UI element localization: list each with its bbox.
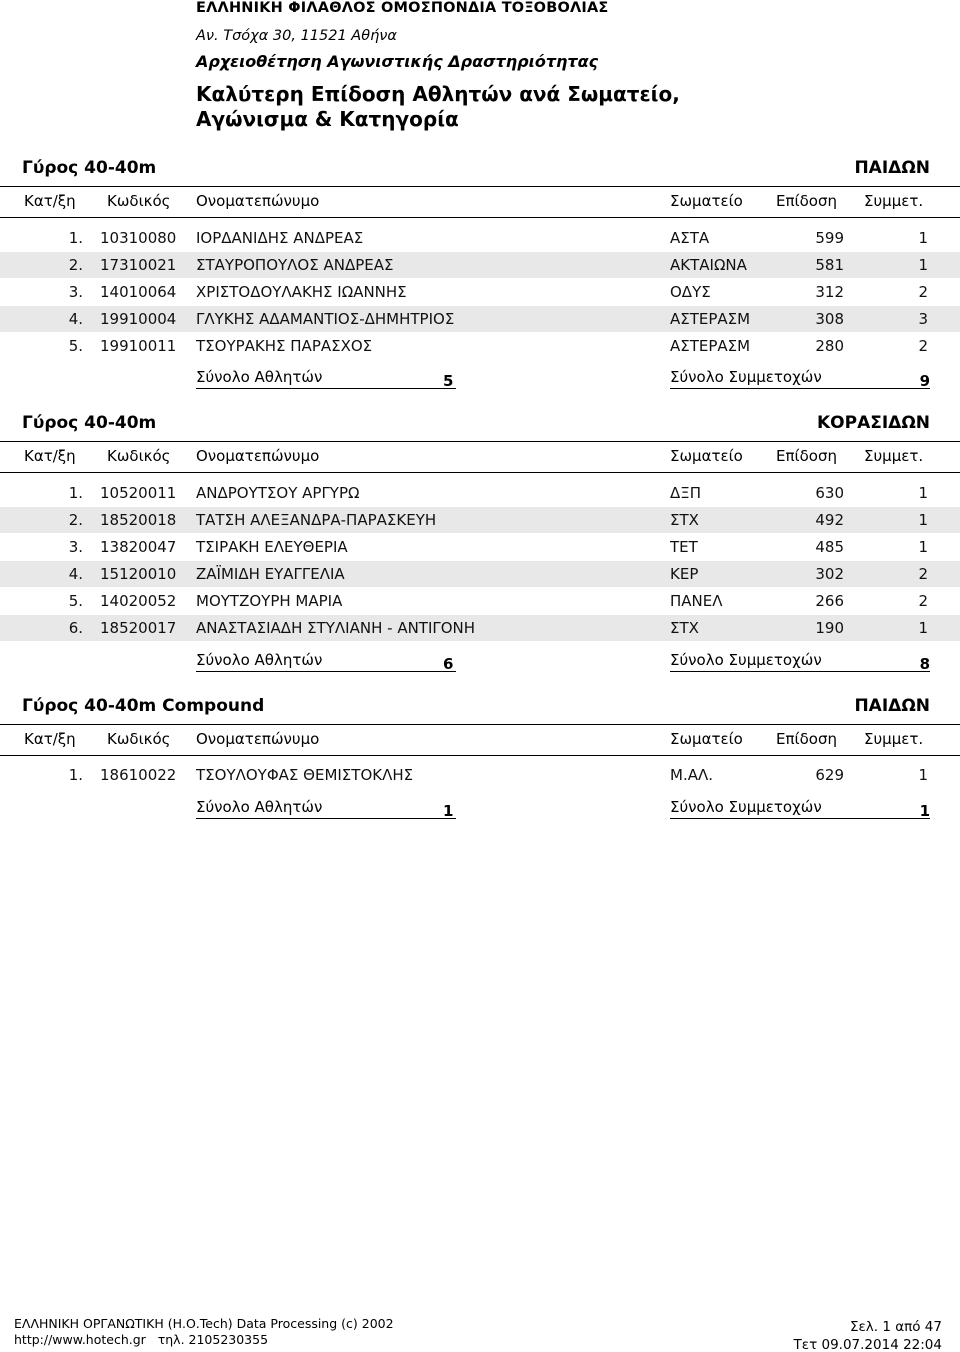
column-header-row	[0, 188, 960, 216]
cell-participations: 1	[918, 766, 928, 784]
col-code: Κωδικός	[107, 730, 171, 748]
cell-rank: 3.	[68, 538, 83, 556]
cell-code: 18520017	[100, 619, 177, 637]
report-title-line2: Αγώνισμα & Κατηγορία	[196, 107, 459, 131]
footer-right	[794, 1318, 942, 1352]
cell-club: ΚΕΡ	[670, 565, 699, 583]
cell-rank: 4.	[68, 310, 83, 328]
col-club: Σωματείο	[670, 447, 743, 465]
col-score: Επίδοση	[776, 730, 837, 748]
total-athletes-value: 5	[443, 372, 454, 390]
cell-score: 312	[815, 283, 844, 301]
cell-participations: 1	[918, 229, 928, 247]
cell-name: ΓΛΥΚΗΣ ΑΔΑΜΑΝΤΙΟΣ-ΔΗΜΗΤΡΙΟΣ	[196, 310, 455, 328]
cell-club: ΑΚΤΑΙΩΝΑ	[670, 256, 747, 274]
column-header-row	[0, 726, 960, 754]
cell-code: 19910004	[100, 310, 177, 328]
cell-rank: 3.	[68, 283, 83, 301]
total-participations-value: 8	[919, 655, 930, 673]
federation-name: ΕΛΛΗΝΙΚΗ ΦΙΛΑΘΛΟΣ ΟΜΟΣΠΟΝΔΙΑ ΤΟΞΟΒΟΛΙΑΣ	[196, 0, 609, 16]
col-name: Ονοματεπώνυμο	[196, 730, 320, 748]
cell-rank: 1.	[68, 229, 83, 247]
total-athletes-value: 6	[443, 655, 454, 673]
totals-row	[0, 647, 960, 677]
section-title: Γύρος 40-40m Compound	[22, 696, 265, 716]
col-code: Κωδικός	[107, 447, 171, 465]
column-header-row	[0, 443, 960, 471]
col-club: Σωματείο	[670, 192, 743, 210]
cell-code: 13820047	[100, 538, 177, 556]
total-participations-value: 9	[919, 372, 930, 390]
cell-name: ΜΟΥΤΖΟΥΡΗ ΜΑΡΙΑ	[196, 592, 343, 610]
cell-name: ΧΡΙΣΤΟΔΟΥΛΑΚΗΣ ΙΩΑΝΝΗΣ	[196, 283, 407, 301]
col-code: Κωδικός	[107, 192, 171, 210]
col-club: Σωματείο	[670, 730, 743, 748]
totals-row	[0, 364, 960, 394]
total-athletes-label: Σύνολο Αθλητών	[196, 368, 323, 386]
col-name: Ονοματεπώνυμο	[196, 447, 320, 465]
cell-name: ΣΤΑΥΡΟΠΟΥΛΟΣ ΑΝΔΡΕΑΣ	[196, 256, 394, 274]
table-row	[0, 480, 960, 506]
total-athletes-value: 1	[443, 802, 454, 820]
col-participations: Συμμετ.	[864, 447, 924, 465]
col-score: Επίδοση	[776, 447, 837, 465]
cell-rank: 1.	[68, 484, 83, 502]
cell-code: 15120010	[100, 565, 177, 583]
section-category: ΠΑΙΔΩΝ	[854, 696, 930, 716]
federation-address: Αν. Τσόχα 30, 11521 Αθήνα	[196, 28, 397, 44]
cell-participations: 1	[918, 256, 928, 274]
cell-name: ΤΣΙΡΑΚΗ ΕΛΕΥΘΕΡΙΑ	[196, 538, 348, 556]
cell-name: ΤΑΤΣΗ ΑΛΕΞΑΝΔΡΑ-ΠΑΡΑΣΚΕΥΗ	[196, 511, 437, 529]
cell-name: ΙΟΡΔΑΝΙΔΗΣ ΑΝΔΡΕΑΣ	[196, 229, 364, 247]
print-date: Τετ 09.07.2014 22:04	[793, 1337, 942, 1352]
table-row	[0, 252, 960, 278]
cell-participations: 1	[918, 484, 928, 502]
cell-rank: 4.	[68, 565, 83, 583]
cell-club: ΣΤΧ	[670, 511, 699, 529]
divider	[0, 441, 960, 442]
cell-name: ΤΣΟΥΡΑΚΗΣ ΠΑΡΑΣΧΟΣ	[196, 337, 373, 355]
cell-club: ΟΔΥΣ	[670, 283, 711, 301]
total-athletes-label: Σύνολο Αθλητών	[196, 651, 323, 669]
cell-name: ΑΝΔΡΟΥΤΣΟΥ ΑΡΓΥΡΩ	[196, 484, 360, 502]
total-underline	[670, 818, 930, 819]
cell-name: ΖΑΪΜΙΔΗ ΕΥΑΓΓΕΛΙΑ	[196, 565, 345, 583]
footer-website-link[interactable]: http://www.hotech.gr	[14, 1332, 146, 1347]
divider	[0, 755, 960, 756]
cell-code: 10520011	[100, 484, 177, 502]
total-underline	[196, 671, 456, 672]
cell-club: ΔΞΠ	[670, 484, 702, 502]
table-row	[0, 588, 960, 614]
footer-company: ΕΛΛΗΝΙΚΗ ΟΡΓΑΝΩΤΙΚΗ (Η.Ο.Tech) Data Processing (c) 2002	[14, 1316, 394, 1331]
section-category: ΠΑΙΔΩΝ	[854, 158, 930, 178]
cell-rank: 2.	[68, 256, 83, 274]
cell-rank: 2.	[68, 511, 83, 529]
table-row	[0, 225, 960, 251]
cell-participations: 1	[918, 511, 928, 529]
report-title-line1: Καλύτερη Επίδοση Αθλητών ανά Σωματείο,	[196, 82, 680, 106]
cell-score: 581	[815, 256, 844, 274]
cell-club: ΑΣΤΑ	[670, 229, 710, 247]
cell-participations: 1	[918, 619, 928, 637]
cell-club: ΠΑΝΕΛ	[670, 592, 723, 610]
total-participations-value: 1	[919, 802, 930, 820]
cell-rank: 1.	[68, 766, 83, 784]
document-header	[196, 0, 680, 132]
total-athletes-label: Σύνολο Αθλητών	[196, 798, 323, 816]
cell-code: 17310021	[100, 256, 177, 274]
cell-participations: 2	[918, 283, 928, 301]
cell-participations: 3	[918, 310, 928, 328]
cell-code: 10310080	[100, 229, 177, 247]
footer-left	[14, 1316, 394, 1348]
table-row	[0, 534, 960, 560]
table-row	[0, 507, 960, 533]
archive-subtitle: Αρχειοθέτηση Αγωνιστικής Δραστηριότητας	[196, 52, 599, 71]
cell-name: ΑΝΑΣΤΑΣΙΑΔΗ ΣΤΥΛΙΑΝΗ - ΑΝΤΙΓΟΝΗ	[196, 619, 476, 637]
cell-code: 18610022	[100, 766, 177, 784]
cell-club: ΣΤΧ	[670, 619, 699, 637]
cell-rank: 5.	[68, 337, 83, 355]
total-participations-label: Σύνολο Συμμετοχών	[670, 651, 822, 669]
total-underline	[670, 671, 930, 672]
total-underline	[196, 388, 456, 389]
col-name: Ονοματεπώνυμο	[196, 192, 320, 210]
col-rank: Κατ/ξη	[24, 730, 76, 748]
cell-participations: 1	[918, 538, 928, 556]
divider	[0, 186, 960, 187]
cell-rank: 6.	[68, 619, 83, 637]
total-participations-label: Σύνολο Συμμετοχών	[670, 368, 822, 386]
divider	[0, 472, 960, 473]
total-participations-label: Σύνολο Συμμετοχών	[670, 798, 822, 816]
cell-club: Μ.ΑΛ.	[670, 766, 714, 784]
cell-score: 280	[815, 337, 844, 355]
totals-row	[0, 794, 960, 824]
table-row	[0, 279, 960, 305]
cell-rank: 5.	[68, 592, 83, 610]
cell-score: 302	[815, 565, 844, 583]
table-row	[0, 762, 960, 788]
table-row	[0, 561, 960, 587]
table-row	[0, 615, 960, 641]
cell-score: 308	[815, 310, 844, 328]
cell-club: ΑΣΤΕΡΑΣΜ	[670, 337, 751, 355]
cell-score: 492	[815, 511, 844, 529]
table-row	[0, 306, 960, 332]
cell-score: 630	[815, 484, 844, 502]
page-number: Σελ. 1 από 47	[849, 1319, 942, 1335]
section-title: Γύρος 40-40m	[22, 158, 157, 178]
cell-name: ΤΣΟΥΛΟΥΦΑΣ ΘΕΜΙΣΤΟΚΛΗΣ	[196, 766, 414, 784]
total-underline	[670, 388, 930, 389]
section-category: ΚΟΡΑΣΙΔΩΝ	[816, 413, 930, 433]
cell-participations: 2	[918, 337, 928, 355]
table-row	[0, 333, 960, 359]
cell-club: ΤΕΤ	[670, 538, 698, 556]
cell-score: 190	[815, 619, 844, 637]
cell-code: 19910011	[100, 337, 177, 355]
total-underline	[196, 818, 456, 819]
cell-code: 14010064	[100, 283, 177, 301]
cell-score: 599	[815, 229, 844, 247]
cell-score: 629	[815, 766, 844, 784]
divider	[0, 217, 960, 218]
cell-score: 485	[815, 538, 844, 556]
col-rank: Κατ/ξη	[24, 192, 76, 210]
cell-participations: 2	[918, 592, 928, 610]
cell-participations: 2	[918, 565, 928, 583]
cell-score: 266	[815, 592, 844, 610]
col-rank: Κατ/ξη	[24, 447, 76, 465]
footer-phone: τηλ. 2105230355	[157, 1332, 269, 1347]
cell-code: 14020052	[100, 592, 177, 610]
divider	[0, 724, 960, 725]
section-title: Γύρος 40-40m	[22, 413, 157, 433]
cell-code: 18520018	[100, 511, 177, 529]
col-participations: Συμμετ.	[864, 192, 924, 210]
cell-club: ΑΣΤΕΡΑΣΜ	[670, 310, 751, 328]
footer-contact	[14, 1332, 394, 1348]
col-participations: Συμμετ.	[864, 730, 924, 748]
col-score: Επίδοση	[776, 192, 837, 210]
